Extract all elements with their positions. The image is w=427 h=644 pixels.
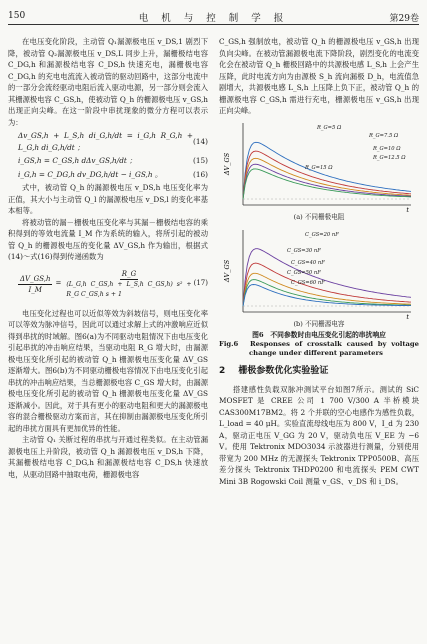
series-label: C_GS=40 nF [291,259,325,266]
equation-body: i_G,h = C_DG,h dv_DG,h/dt − i_GS,h 。 [18,169,163,179]
paragraph: 在电压变化阶段，主动管 Q₁漏源极电压 v_DS,1 剧烈下降，被动管 Q₂漏源极电压 v_DS,L 同步上升，漏栅极结电容 C_DG,h 和漏源极结电容 C_DS,h 快速充电，漏栅极电容 C_DG,h 的充电电流流入被动管的驱动回路中，这部分电流中的一部分会流经驱动电阻后流入驱动电源，另一部分则会流入其栅源极电容 C_GS,h，使被动管 Q_h 的栅源极电压 v_GS,h 出现正向尖峰。在这一阶段中串扰现象的微分方程可以表示为： [8,37,208,127]
section-heading [219,366,419,378]
series-label: C_GS=20 nF [305,231,339,238]
section-number: 2 [219,366,226,377]
right-column [219,36,419,487]
equation-number: (17) [193,279,208,288]
series-label: R_G=7.5 Ω [369,132,399,139]
paragraph: 电压变化过程也可以近似等效为斜坡信号，则电压变化率可以等效为脉冲信号，因此可以通过求解上式的冲激响应近似得到串扰的时域解。图6(a)为不同驱动电阻情况下由电压变化引起串扰的冲击响应结果，当驱动电阻 R_G 增大时，由漏源极电压变化所引起的被动管 Q_h 栅源极电压变化量 ΔV_GS 逐渐增大。图6(b)为不同驱动栅极电容情况下由电压变化引起串扰的冲击响应结果，当总栅源极电容 C_GS 增大时，由漏源极电压变化所引起的被动管 Q_h 栅源极电压变化量 ΔV_GS 逐渐减小。因此，对于具有更小的驱动电阻和更大的漏源极电容的混合栅极驱动方案而言，其在抑制由漏源极电压变化所引起的串扰方面具有更加优异的性能。 [8,308,208,433]
series-label: R_G=15 Ω [305,164,333,171]
series-label: R_G=12.5 Ω [373,154,406,161]
series-label: R_G=5 Ω [317,124,342,131]
figure-caption-en: Fig.6 Responses of crosstalk caused by voltage change under different parameters [219,339,419,357]
equation-number: (14) [193,136,208,146]
issue-label: 第29卷 [389,14,419,24]
figure-caption-zh: 图6 不同参数时由电压变化引起的串扰响应 [252,330,386,339]
chart-b [219,224,419,320]
series-line [243,279,411,305]
section-title: 栅极参数优化实验验证 [238,366,329,377]
y-axis-label: ΔV_GS [223,152,231,175]
equation-15 [8,155,208,167]
series-label: C_GS=30 nF [287,247,321,254]
x-axis-label: t [406,312,409,320]
series-label: C_GS=60 nF [291,279,325,286]
equation-17: $\frac{\Delta V\_GS,h}{I\_M}$ = $\frac{R\_G}{\text{(L\_G,h C\_GS,h + L\_S,h C\_GS,h) s² + R\_G C\_GS,h s + 1}}$ (17) [20,269,208,298]
paragraph: C_GS,h 强制放电，被动管 Q_h 的栅源极电压 v_GS,h 出现负向尖峰。在被动管漏源极电流下降阶段，剧烈变化的电流变化会在被动管 Q_h 栅极回路中的共源极电感 L_S,h 上会产生压降，此时电流方向为由源极 S_h 流向漏极 D_h，电流值急剧增大，共源极电感 L_S,h 上压降上负下正，被动管 Q_h 的栅源极电容 C_GS,h 需进行充电，栅源极电压 v_GS,h 出现正向尖峰。 [219,37,419,115]
left-column [8,36,208,480]
equation-body: i_GS,h = C_GS,h dΔv_GS,h/dt ； [18,156,137,165]
paragraph: 将被动管的漏－栅极电压变化率与其漏－栅极结电容的乘积得到的等效电流量 I_M 作为系统的输入，将所引起的被动管 Q_h 的栅源极电压的变化量 ΔV_GS,h 作为输出，根据式(14)～式(16)得到传递函数为 [8,217,208,261]
transfer-lhs: $\frac{\Delta V\_GS,h}{I\_M}$ [20,274,51,294]
paragraph: 式中，被动管 Q_h 的漏源极电压 v_DS,h 电压变化率为正值，其大小与主动管 Q_l 的漏源极电压 v_DS,l 的变化率基本相等。 [8,183,208,215]
page-header [8,8,419,25]
figure-caption [219,331,419,359]
page-number: 150 [8,11,26,21]
transfer-rhs: $\frac{R\_G}{\text{(L\_G,h C\_GS,h + L\_S,h C\_GS,h) s² + R\_G C\_GS,h s + 1}}$ [66,269,192,298]
chart-a [219,117,419,213]
y-axis-label: ΔV_GS [223,259,231,282]
equation-16 [8,169,208,181]
x-axis-label: t [406,205,409,213]
equation-14 [8,130,208,153]
equation-number: (16) [193,169,208,179]
subfigure-caption-a: (a) 不同栅极电阻 [293,212,345,221]
paragraph: 主动管 Q₁ 关断过程的串扰与开通过程类似。在主动管漏源极电压上升阶段，被动管 Q_h 漏源极电压 v_DS,h 下降，其漏栅极结电容 C_DG,h 和漏源极结电容 C_DS,h 快速放电，从驱动回路中抽取电荷，栅源极电容 [8,435,208,479]
journal-title: 电 机 与 控 制 学 报 [138,13,289,24]
series-label: C_GS=50 nF [287,269,321,276]
equation-body: Δv_GS,h + L_S,h di_G,h/dt = i_G,h R_G,h + L_G,h di_G,h/dt ； [18,131,194,152]
paragraph: 搭建感性负载双脉冲测试平台如图7所示。测试的 SiC MOSFET 是 CREE 公司 1 700 V/300 A 半桥模块 CAS300M17BM2。将 2 个并联的空心电感作为感性负载，L_load = 40 μH。实验直流母线电压为 800 V，I_d 为 230 A，驱动正电压 V_GG 为 20 V，驱动负电压 V_EE 为 −6 V。使用 Tektronix MDO3034 示波器进行测量，分别使用带宽为 200 MHz 的无源探头 Tektronix TPP0500B、高压差分探头 Tektronix THDP0200 和电流探头 PEM CWT Mini 3B Rogowski Coil 测量 v_GS、v_DS 和 i_DS。 [219,384,419,486]
series-label: R_G=10 Ω [373,145,401,152]
equation-number: (15) [193,156,208,165]
subfigure-caption-b: (b) 不同栅源电容 [293,319,345,328]
figure-6 [219,117,419,359]
